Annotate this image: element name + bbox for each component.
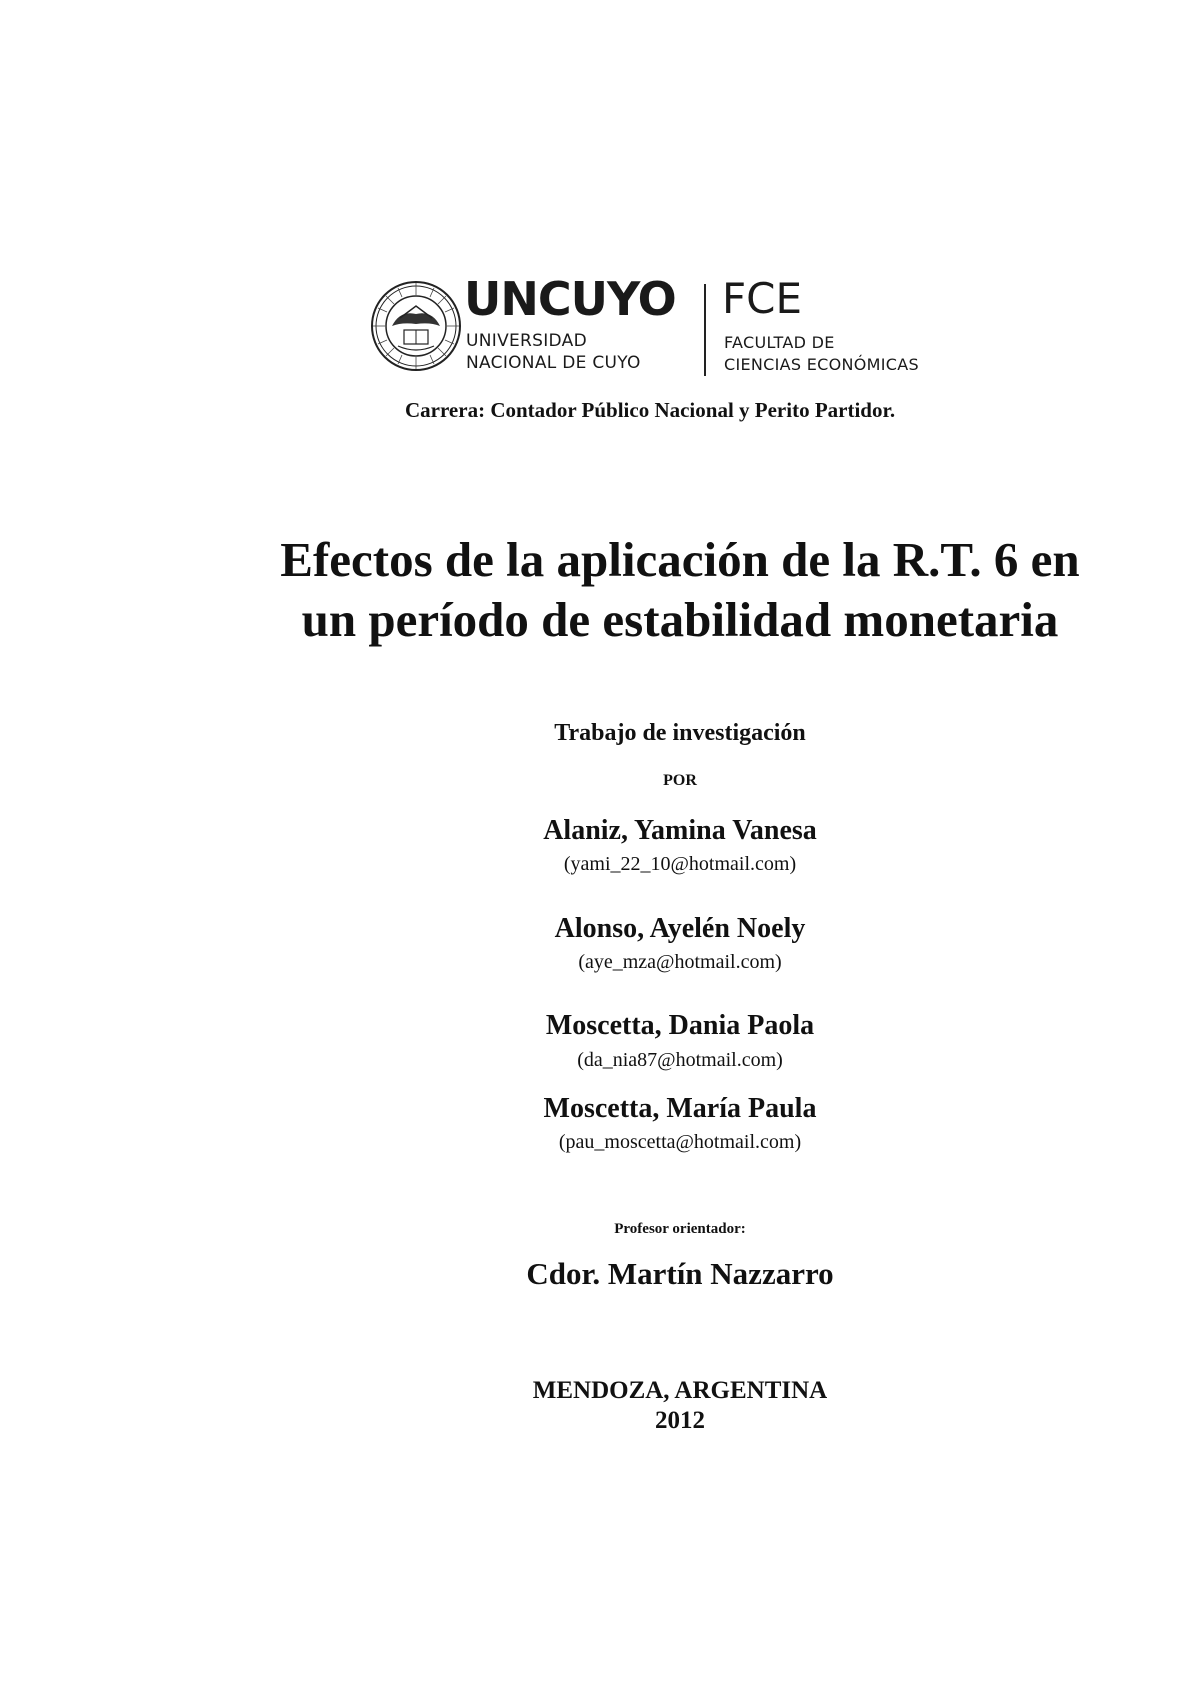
author-name: Alonso, Ayelén Noely <box>554 913 806 944</box>
title-line-2: un período de estabilidad monetaria <box>301 592 1059 647</box>
uncuyo-subtitle-line2: NACIONAL DE CUYO <box>466 353 641 373</box>
author-name: Alaniz, Yamina Vanesa <box>543 815 817 846</box>
logo-divider <box>704 284 706 376</box>
document-title <box>180 530 1180 650</box>
author-name: Moscetta, Dania Paola <box>545 1010 815 1041</box>
author-email: (pau_moscetta@hotmail.com) <box>558 1131 802 1153</box>
fce-subtitle-line2: CIENCIAS ECONÓMICAS <box>724 355 919 374</box>
author-email: (da_nia87@hotmail.com) <box>577 1049 783 1071</box>
university-seal-icon <box>370 280 462 372</box>
fce-wordmark: FCE <box>722 274 803 323</box>
uncuyo-wordmark: UNCUYO <box>464 272 676 326</box>
author-email: (yami_22_10@hotmail.com) <box>563 853 797 875</box>
author-name: Moscetta, María Paula <box>543 1093 817 1124</box>
university-logo <box>370 272 970 388</box>
title-line-1: Efectos de la aplicación de la R.T. 6 en <box>280 532 1080 587</box>
author-email: (aye_mza@hotmail.com) <box>578 951 782 973</box>
degree-program: Carrera: Contador Público Nacional y Perito Partidor. <box>405 398 896 422</box>
advisor-name: Cdor. Martín Nazzarro <box>526 1256 834 1291</box>
uncuyo-subtitle-line1: UNIVERSIDAD <box>466 331 587 351</box>
document-type: Trabajo de investigación <box>554 720 806 746</box>
by-label: POR <box>663 772 697 789</box>
fce-subtitle-line1: FACULTAD DE <box>724 333 835 352</box>
location: MENDOZA, ARGENTINA <box>532 1377 828 1404</box>
year: 2012 <box>655 1407 705 1434</box>
advisor-label: Profesor orientador: <box>614 1221 746 1237</box>
